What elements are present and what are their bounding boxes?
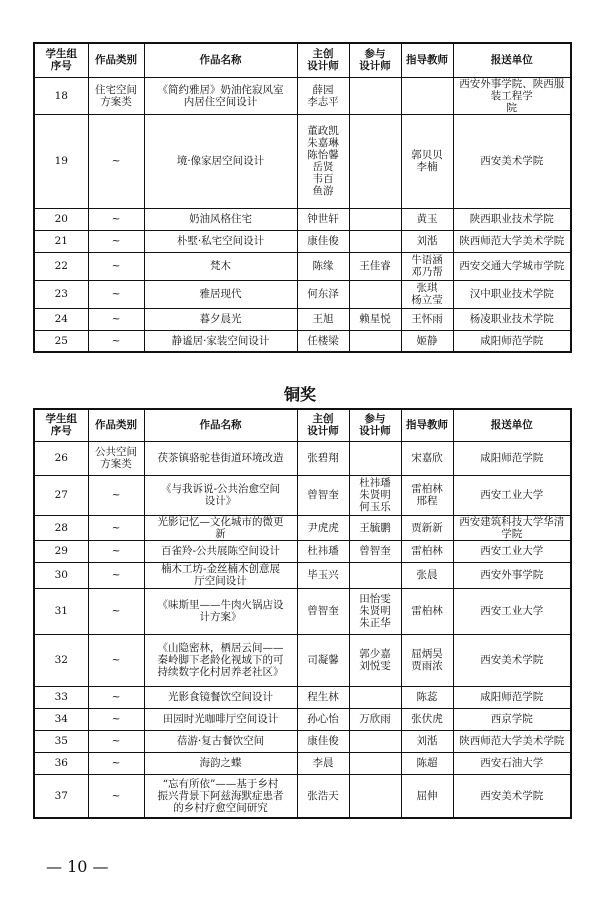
row-unit: 西安美术学院 bbox=[453, 634, 571, 686]
row-unit: 咸阳师范学院 bbox=[453, 330, 571, 352]
row-title: 暮夕晨光 bbox=[144, 308, 297, 330]
row-participants bbox=[349, 230, 401, 252]
page-number: — 10 — bbox=[46, 857, 109, 876]
row-category: 住宅空间 方案类 bbox=[88, 77, 144, 114]
row-advisor: 张伏虎 bbox=[401, 708, 453, 730]
row-main-designer: 何东泽 bbox=[297, 280, 349, 308]
row-category: 公共空间 方案类 bbox=[88, 441, 144, 475]
row-category: ~ bbox=[88, 634, 144, 686]
row-unit: 西安外事学院 bbox=[453, 562, 571, 588]
row-main-designer: 康佳俊 bbox=[297, 730, 349, 752]
row-main-designer: 李晨 bbox=[297, 752, 349, 774]
header-serial: 学生组 序号 bbox=[34, 43, 88, 77]
header-advisor: 指导教师 bbox=[401, 43, 453, 77]
table-row bbox=[34, 708, 571, 730]
table-row bbox=[34, 330, 571, 352]
row-serial: 35 bbox=[34, 730, 88, 752]
row-serial: 29 bbox=[34, 540, 88, 562]
row-title: 海韵之蝶 bbox=[144, 752, 297, 774]
row-unit: 汉中职业技术学院 bbox=[453, 280, 571, 308]
award-table-silver-continued bbox=[33, 42, 572, 353]
header-category: 作品类别 bbox=[88, 43, 144, 77]
row-advisor: 屈炳昊 贾雨浓 bbox=[401, 634, 453, 686]
table-header-row bbox=[34, 409, 571, 441]
row-serial: 27 bbox=[34, 475, 88, 515]
row-unit: 杨凌职业技术学院 bbox=[453, 308, 571, 330]
row-main-designer: 曾智奎 bbox=[297, 475, 349, 515]
row-advisor: 张琪 杨立莹 bbox=[401, 280, 453, 308]
table-row bbox=[34, 252, 571, 280]
header-unit: 报送单位 bbox=[453, 43, 571, 77]
row-serial: 30 bbox=[34, 562, 88, 588]
table-row bbox=[34, 752, 571, 774]
table-row bbox=[34, 540, 571, 562]
row-serial: 23 bbox=[34, 280, 88, 308]
row-participants: 王毓鹏 bbox=[349, 515, 401, 540]
row-title: 梵木 bbox=[144, 252, 297, 280]
row-main-designer: 陈缘 bbox=[297, 252, 349, 280]
table-row bbox=[34, 686, 571, 708]
row-category: ~ bbox=[88, 114, 144, 208]
row-category: ~ bbox=[88, 588, 144, 634]
row-advisor: 陈超 bbox=[401, 752, 453, 774]
row-category: ~ bbox=[88, 308, 144, 330]
row-main-designer: 董政凯 朱嘉琳 陈怡馨 岳贤 韦百 鱼游 bbox=[297, 114, 349, 208]
row-title: 楠木工坊-金丝楠木创意展 厅空间设计 bbox=[144, 562, 297, 588]
row-advisor: 屈伸 bbox=[401, 774, 453, 818]
row-category: ~ bbox=[88, 562, 144, 588]
section-title-bronze: 铜奖 bbox=[283, 385, 316, 404]
row-advisor: 陈蕊 bbox=[401, 686, 453, 708]
row-title: 《简约雅居》奶油侘寂风室 内居住空间设计 bbox=[144, 77, 297, 114]
table-row bbox=[34, 774, 571, 818]
row-unit: 西安美术学院 bbox=[453, 774, 571, 818]
row-title: 《味斯里——牛肉火锅店设 计方案》 bbox=[144, 588, 297, 634]
table-header-row bbox=[34, 43, 571, 77]
row-serial: 34 bbox=[34, 708, 88, 730]
table-row bbox=[34, 114, 571, 208]
row-participants bbox=[349, 752, 401, 774]
row-unit: 西安建筑科技大学华清学院 bbox=[453, 515, 571, 540]
header-participants: 参与 设计师 bbox=[349, 43, 401, 77]
row-participants bbox=[349, 774, 401, 818]
row-title: 光影记忆—文化城市的微更 新 bbox=[144, 515, 297, 540]
row-main-designer: 司凝馨 bbox=[297, 634, 349, 686]
header-main-designer: 主创 设计师 bbox=[297, 43, 349, 77]
row-advisor: 姬静 bbox=[401, 330, 453, 352]
row-participants: 田怡雯 朱贤明 朱正华 bbox=[349, 588, 401, 634]
row-participants: 万欣雨 bbox=[349, 708, 401, 730]
row-advisor: 王怀雨 bbox=[401, 308, 453, 330]
row-unit: 西安交通大学城市学院 bbox=[453, 252, 571, 280]
row-unit: 咸阳师范学院 bbox=[453, 686, 571, 708]
row-title: “忘有所依”——基于乡村 振兴背景下阿兹海默症患者 的乡村疗愈空间研究 bbox=[144, 774, 297, 818]
row-main-designer: 钟世轩 bbox=[297, 208, 349, 230]
row-main-designer: 毕玉兴 bbox=[297, 562, 349, 588]
table-row bbox=[34, 308, 571, 330]
row-main-designer: 程生林 bbox=[297, 686, 349, 708]
row-title: 朴墅·私宅空间设计 bbox=[144, 230, 297, 252]
row-serial: 21 bbox=[34, 230, 88, 252]
row-category: ~ bbox=[88, 540, 144, 562]
row-main-designer: 曾智奎 bbox=[297, 588, 349, 634]
row-serial: 24 bbox=[34, 308, 88, 330]
row-main-designer: 尹虎虎 bbox=[297, 515, 349, 540]
row-participants bbox=[349, 114, 401, 208]
row-participants bbox=[349, 77, 401, 114]
row-serial: 19 bbox=[34, 114, 88, 208]
row-title: 光影食镜餐饮空间设计 bbox=[144, 686, 297, 708]
row-advisor: 刘湉 bbox=[401, 230, 453, 252]
row-category: ~ bbox=[88, 686, 144, 708]
row-title: 《与我诉说-公共治愈空间 设计》 bbox=[144, 475, 297, 515]
row-main-designer: 张浩天 bbox=[297, 774, 349, 818]
row-unit: 西安工业大学 bbox=[453, 588, 571, 634]
row-unit: 西安工业大学 bbox=[453, 540, 571, 562]
row-title: 雅居现代 bbox=[144, 280, 297, 308]
row-serial: 22 bbox=[34, 252, 88, 280]
row-category: ~ bbox=[88, 280, 144, 308]
row-main-designer: 孙心怡 bbox=[297, 708, 349, 730]
row-category: ~ bbox=[88, 752, 144, 774]
header-advisor: 指导教师 bbox=[401, 409, 453, 441]
row-advisor: 宋嘉欣 bbox=[401, 441, 453, 475]
row-unit: 西安石油大学 bbox=[453, 752, 571, 774]
table-row bbox=[34, 588, 571, 634]
table-row bbox=[34, 634, 571, 686]
row-advisor: 刘湉 bbox=[401, 730, 453, 752]
row-advisor: 雷柏林 bbox=[401, 588, 453, 634]
row-serial: 31 bbox=[34, 588, 88, 634]
row-category: ~ bbox=[88, 208, 144, 230]
row-serial: 25 bbox=[34, 330, 88, 352]
row-main-designer: 张碧翔 bbox=[297, 441, 349, 475]
row-advisor: 黄玉 bbox=[401, 208, 453, 230]
row-participants bbox=[349, 330, 401, 352]
row-participants: 杜祎璠 朱贤明 何玉乐 bbox=[349, 475, 401, 515]
row-category: ~ bbox=[88, 730, 144, 752]
table-body bbox=[34, 77, 571, 352]
table-row bbox=[34, 230, 571, 252]
row-unit: 西京学院 bbox=[453, 708, 571, 730]
row-title: 茯茶镇骆驼巷街道环境改造 bbox=[144, 441, 297, 475]
row-main-designer: 薛园 李志平 bbox=[297, 77, 349, 114]
row-unit: 西安工业大学 bbox=[453, 475, 571, 515]
table-row bbox=[34, 730, 571, 752]
row-serial: 18 bbox=[34, 77, 88, 114]
row-serial: 28 bbox=[34, 515, 88, 540]
award-table-bronze bbox=[33, 408, 572, 819]
row-unit: 西安外事学院、陕西服装工程学 院 bbox=[453, 77, 571, 114]
row-participants bbox=[349, 562, 401, 588]
table-row bbox=[34, 77, 571, 114]
row-serial: 37 bbox=[34, 774, 88, 818]
row-main-designer: 任楼梁 bbox=[297, 330, 349, 352]
row-category: ~ bbox=[88, 515, 144, 540]
row-serial: 26 bbox=[34, 441, 88, 475]
header-category: 作品类别 bbox=[88, 409, 144, 441]
row-title: 蓓游·复古餐饮空间 bbox=[144, 730, 297, 752]
row-category: ~ bbox=[88, 774, 144, 818]
row-title: 百雀羚-公共展陈空间设计 bbox=[144, 540, 297, 562]
row-participants: 赖星悦 bbox=[349, 308, 401, 330]
header-unit: 报送单位 bbox=[453, 409, 571, 441]
row-title: 奶油风格住宅 bbox=[144, 208, 297, 230]
row-category: ~ bbox=[88, 475, 144, 515]
table-body bbox=[34, 441, 571, 818]
header-title: 作品名称 bbox=[144, 43, 297, 77]
row-advisor: 贾新新 bbox=[401, 515, 453, 540]
row-participants: 曾智奎 bbox=[349, 540, 401, 562]
row-advisor: 牛语涵 邓乃帮 bbox=[401, 252, 453, 280]
row-category: ~ bbox=[88, 252, 144, 280]
table-row bbox=[34, 562, 571, 588]
row-advisor: 雷柏林 bbox=[401, 540, 453, 562]
row-unit: 陕西师范大学美术学院 bbox=[453, 730, 571, 752]
row-participants bbox=[349, 441, 401, 475]
row-advisor: 郭贝贝 李楠 bbox=[401, 114, 453, 208]
header-main-designer: 主创 设计师 bbox=[297, 409, 349, 441]
table-row bbox=[34, 208, 571, 230]
row-participants bbox=[349, 280, 401, 308]
header-serial: 学生组 序号 bbox=[34, 409, 88, 441]
row-main-designer: 杜祎璠 bbox=[297, 540, 349, 562]
header-participants: 参与 设计师 bbox=[349, 409, 401, 441]
row-title: 《山隐密林，栖居云间—— 秦岭脚下老龄化视域下的可 持续数字化村居养老社区》 bbox=[144, 634, 297, 686]
header-title: 作品名称 bbox=[144, 409, 297, 441]
row-serial: 20 bbox=[34, 208, 88, 230]
row-participants bbox=[349, 686, 401, 708]
row-unit: 陕西师范大学美术学院 bbox=[453, 230, 571, 252]
row-category: ~ bbox=[88, 230, 144, 252]
row-main-designer: 康佳俊 bbox=[297, 230, 349, 252]
row-title: 田园时光咖啡厅空间设计 bbox=[144, 708, 297, 730]
row-serial: 33 bbox=[34, 686, 88, 708]
row-title: 境·像家居空间设计 bbox=[144, 114, 297, 208]
row-advisor bbox=[401, 77, 453, 114]
row-serial: 36 bbox=[34, 752, 88, 774]
table-row bbox=[34, 475, 571, 515]
row-participants bbox=[349, 730, 401, 752]
table-row bbox=[34, 280, 571, 308]
row-unit: 西安美术学院 bbox=[453, 114, 571, 208]
row-category: ~ bbox=[88, 330, 144, 352]
row-participants: 王佳睿 bbox=[349, 252, 401, 280]
table-row bbox=[34, 441, 571, 475]
row-advisor: 张晨 bbox=[401, 562, 453, 588]
row-serial: 32 bbox=[34, 634, 88, 686]
row-participants bbox=[349, 208, 401, 230]
table-row bbox=[34, 515, 571, 540]
row-participants: 郭少嘉 刘悦雯 bbox=[349, 634, 401, 686]
row-category: ~ bbox=[88, 708, 144, 730]
row-unit: 陕西职业技术学院 bbox=[453, 208, 571, 230]
row-main-designer: 王旭 bbox=[297, 308, 349, 330]
row-unit: 咸阳师范学院 bbox=[453, 441, 571, 475]
row-title: 静谧居·家装空间设计 bbox=[144, 330, 297, 352]
row-advisor: 雷柏林 邢程 bbox=[401, 475, 453, 515]
